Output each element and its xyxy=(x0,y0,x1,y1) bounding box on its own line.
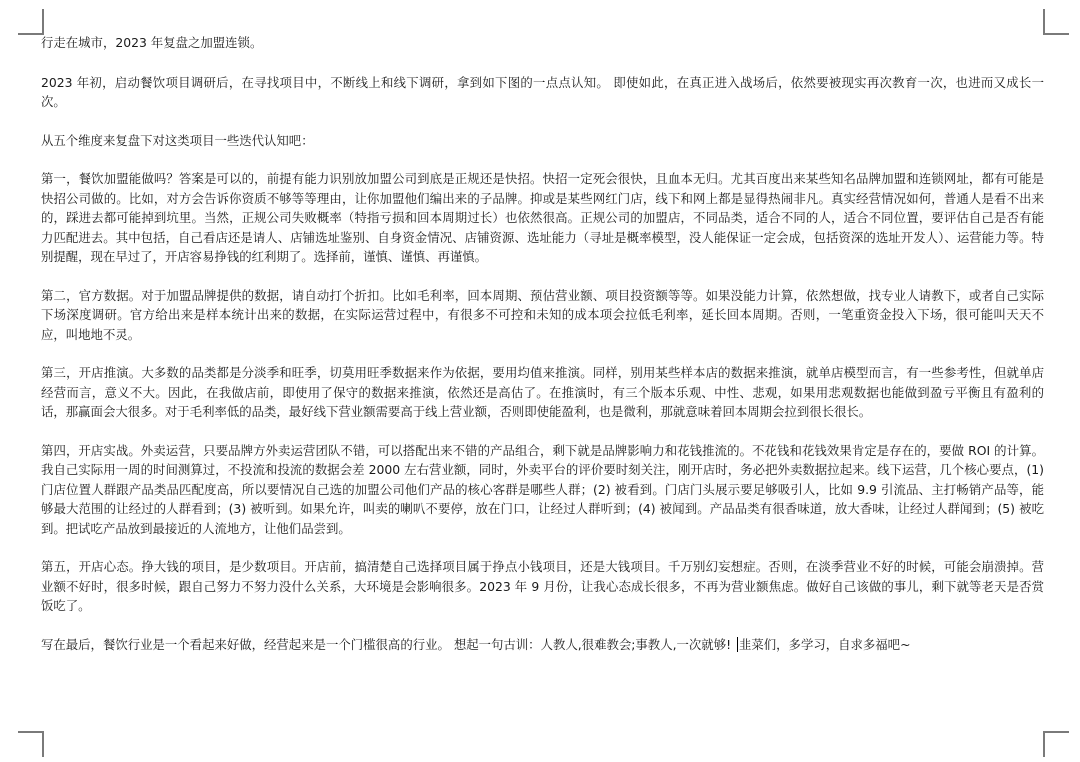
page-corner-bottom-left xyxy=(18,731,44,757)
point-paragraph-4: 第四，开店实战。外卖运营，只要品牌方外卖运营团队不错，可以搭配出来不错的产品组合，剩下就是品牌影响力和花钱推流的。不花钱和花钱效果肯定是存在的，要做 ROI 的计算。我自己实际用一周的时间测算过，不投流和投流的数据会差 2000 左右营业额，同时，外卖平台的评价要时刻关注，刚开店时，务必把外卖数据拉起来。线下运营，几个核心要点，(1) 门店位置人群跟产品类品匹配度高，所以要情况自己选的加盟公司他们产品的核心客群是哪些人群；(2) 被看到。门店门头展示要足够吸引人，比如 9.9 引流品、主打畅销产品等，能够最大范围的让经过的人群看到；(3) 被听到。如果允许，叫卖的喇叭不要停，放在门口，让经过人群听到；(4) 被闻到。产品品类有很香味道，放大香味，让经过人群闻到；(5) 被吃到。把试吃产品放到最接近的人流地方，让他们品尝到。 xyxy=(41,442,1044,536)
point-paragraph-1: 第一，餐饮加盟能做吗？答案是可以的，前提有能力识别放加盟公司到底是正规还是快招。快招一定死会很快，且血本无归。尤其百度出来某些知名品牌加盟和连锁网址，都有可能是快招公司做的。比如，对方会告诉你资质不够等等理由，让你加盟他们编出来的子品牌。抑或是某些网红门店，线下和网上都是显得热闹非凡。真实经营情况如何，普通人是看不出来的，踩进去都可能掉到坑里。当然，正规公司失败概率（特指亏损和回本周期过长）也依然很高。正规公司的加盟店，不同品类，适合不同的人，适合不同位置，要评估自己是否有能力匹配进去。其中包括，自己看店还是请人、店铺选址鉴别、自身资金情况、店铺资源、选址能力（寻址是概率模型，没人能保证一定会成，包括资深的选址开发人）、运营能力等。特别提醒，现在早过了，开店容易挣钱的红利期了。选择前，谨慎、谨慎、再谨慎。 xyxy=(41,171,1044,264)
intro-paragraph: 2023 年初，启动餐饮项目调研后，在寻找项目中，不断线上和线下调研，拿到如下图的一点点认知。 即使如此，在真正进入战场后，依然要被现实再次教育一次，也进而又成长一次。 xyxy=(41,74,1044,109)
closing-text-after-cursor: 韭菜们，多学习，自求多福吧~ xyxy=(739,636,911,652)
point-paragraph-3: 第三，开店推演。大多数的品类都是分淡季和旺季，切莫用旺季数据来作为依据，要用均值来推演。同样，别用某些样本店的数据来推演，就单店模型而言，有一些参考性，但就单店经营而言，意义不大。因此，在我做店前，即使用了保守的数据来推演，依然还是高估了。在推演时，有三个版本乐观、中性、悲观，如果用悲观数据也能做到盈亏平衡且有盈利的话，那赢面会大很多。对于毛利率低的品类，最好线下营业额需要高于线上营业额，否则即使能盈利，也是微利，那就意味着回本周期会拉到很长很长。 xyxy=(41,365,1044,419)
document-title: 行走在城市，2023 年复盘之加盟连锁。 xyxy=(41,35,263,50)
page-corner-bottom-right xyxy=(1043,731,1069,757)
document-body[interactable] xyxy=(41,33,1044,673)
page-corner-top-left xyxy=(18,9,44,35)
text-cursor xyxy=(737,637,738,652)
closing-text-before-cursor: 写在最后，餐饮行业是一个看起来好做，经营起来是一个门槛很高的行业。 想起一句古训：人教人,很难教会;事教人,一次就够! xyxy=(41,636,735,652)
closing-paragraph xyxy=(41,635,1044,655)
lead-paragraph: 从五个维度来复盘下对这类项目一些迭代认知吧： xyxy=(41,132,314,148)
point-paragraph-2: 第二，官方数据。对于加盟品牌提供的数据，请自动打个折扣。比如毛利率，回本周期、预估营业额、项目投资额等等。如果没能力计算，依然想做，找专业人请教下，或者自己实际下场深度调研。官方给出来是样本统计出来的数据，在实际运营过程中，有很多不可控和未知的成本项会拉低毛利率，延长回本周期。否则，一笔重资金投入下场，很可能叫天天不应，叫地地不灵。 xyxy=(41,287,1044,342)
page-corner-top-right xyxy=(1043,9,1069,35)
point-paragraph-5: 第五，开店心态。挣大钱的项目，是少数项目。开店前，搞清楚自己选择项目属于挣点小钱项目，还是大钱项目。千万别幻妄想症。否则，在淡季营业不好的时候，可能会崩溃掉。营业额不好时，很多时候，跟自己努力不努力没什么关系，大环境是会影响很多。2023 年 9 月份，让我心态成长很多，不再为营业额焦虑。做好自己该做的事儿，剩下就等老天是否赏饭吃了。 xyxy=(41,559,1044,613)
